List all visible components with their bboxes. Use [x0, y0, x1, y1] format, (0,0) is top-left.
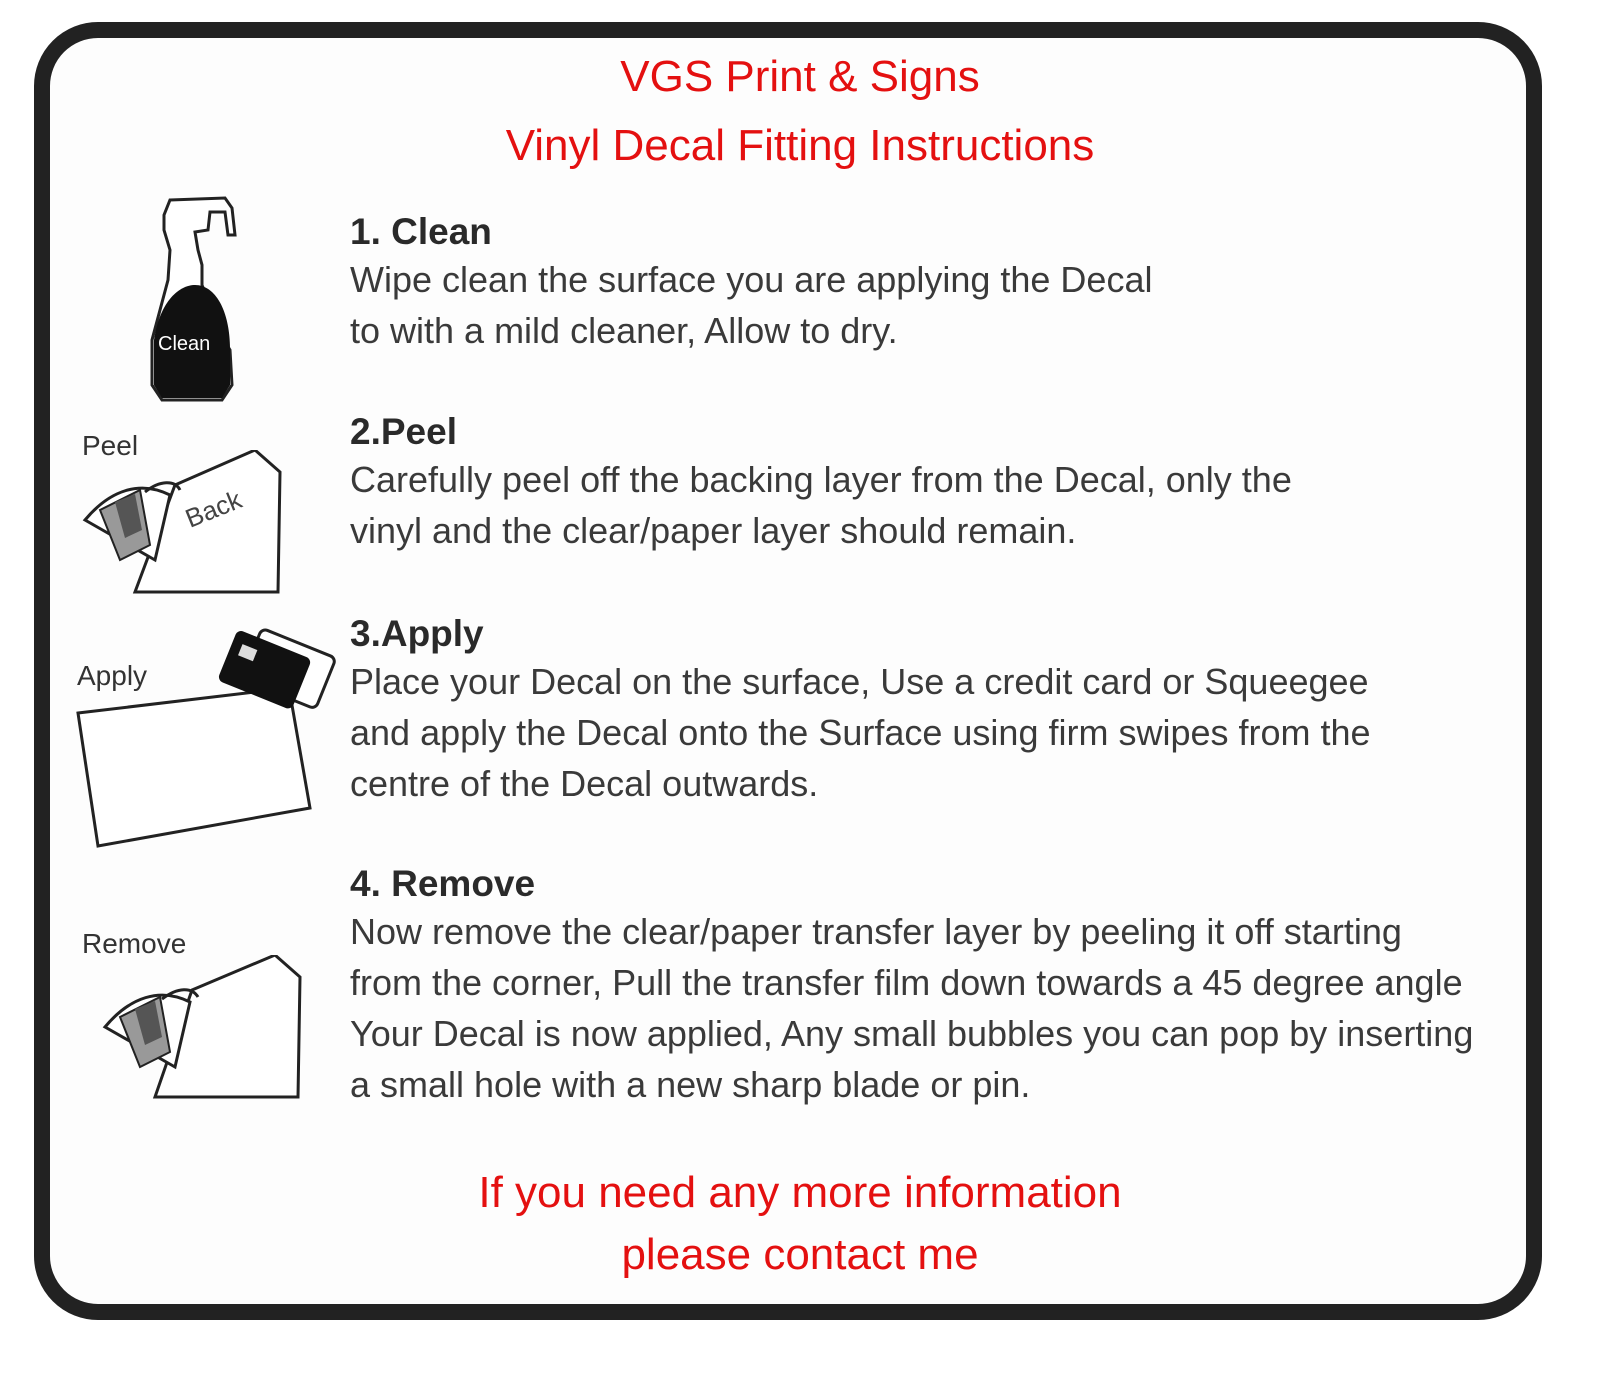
step-remove	[350, 862, 1473, 1110]
remove-peel-icon	[100, 955, 310, 1105]
page-title: VGS Print & Signs	[620, 52, 980, 101]
step-text-line: from the corner, Pull the transfer film down towards a 45 degree angle	[350, 962, 1463, 1003]
spray-bottle-icon	[140, 190, 250, 405]
step-peel	[350, 410, 1292, 556]
step-apply	[350, 612, 1371, 809]
step2-icon-inner-text: Back	[181, 484, 246, 534]
peel-back-icon	[80, 450, 290, 598]
step-text-line: Wipe clean the surface you are applying the Decal	[350, 259, 1153, 300]
step-text-line: vinyl and the clear/paper layer should remain.	[350, 510, 1077, 551]
step-text-line: Place your Decal on the surface, Use a credit card or Squeegee	[350, 661, 1369, 702]
step-text-line: Your Decal is now applied, Any small bubbles you can pop by inserting	[350, 1013, 1474, 1054]
contact-message	[0, 1162, 1600, 1286]
step4-icon-label: Remove	[82, 928, 187, 959]
step1-icon-label: Clean	[158, 333, 211, 355]
step-text-line: centre of the Decal outwards.	[350, 763, 819, 804]
step-text-line: to with a mild cleaner, Allow to dry.	[350, 310, 898, 351]
step-heading: 2.Peel	[350, 411, 457, 452]
step-heading: 4. Remove	[350, 863, 536, 904]
apply-card-icon	[74, 628, 336, 850]
step2-icon-label: Peel	[82, 430, 139, 461]
step3-icon-label: Apply	[77, 660, 148, 691]
step-text-line: Now remove the clear/paper transfer layer by peeling it off starting	[350, 911, 1402, 952]
step-heading: 1. Clean	[350, 211, 492, 252]
contact-line-1: If you need any more information	[478, 1168, 1122, 1217]
step-heading: 3.Apply	[350, 613, 484, 654]
contact-line-2: please contact me	[621, 1230, 979, 1279]
step-clean	[350, 210, 1152, 356]
page-subtitle: Vinyl Decal Fitting Instructions	[505, 121, 1095, 170]
step-text-line: a small hole with a new sharp blade or pin.	[350, 1064, 1031, 1105]
step-text-line: and apply the Decal onto the Surface using firm swipes from the	[350, 712, 1371, 753]
step-text-line: Carefully peel off the backing layer from the Decal, only the	[350, 459, 1292, 500]
